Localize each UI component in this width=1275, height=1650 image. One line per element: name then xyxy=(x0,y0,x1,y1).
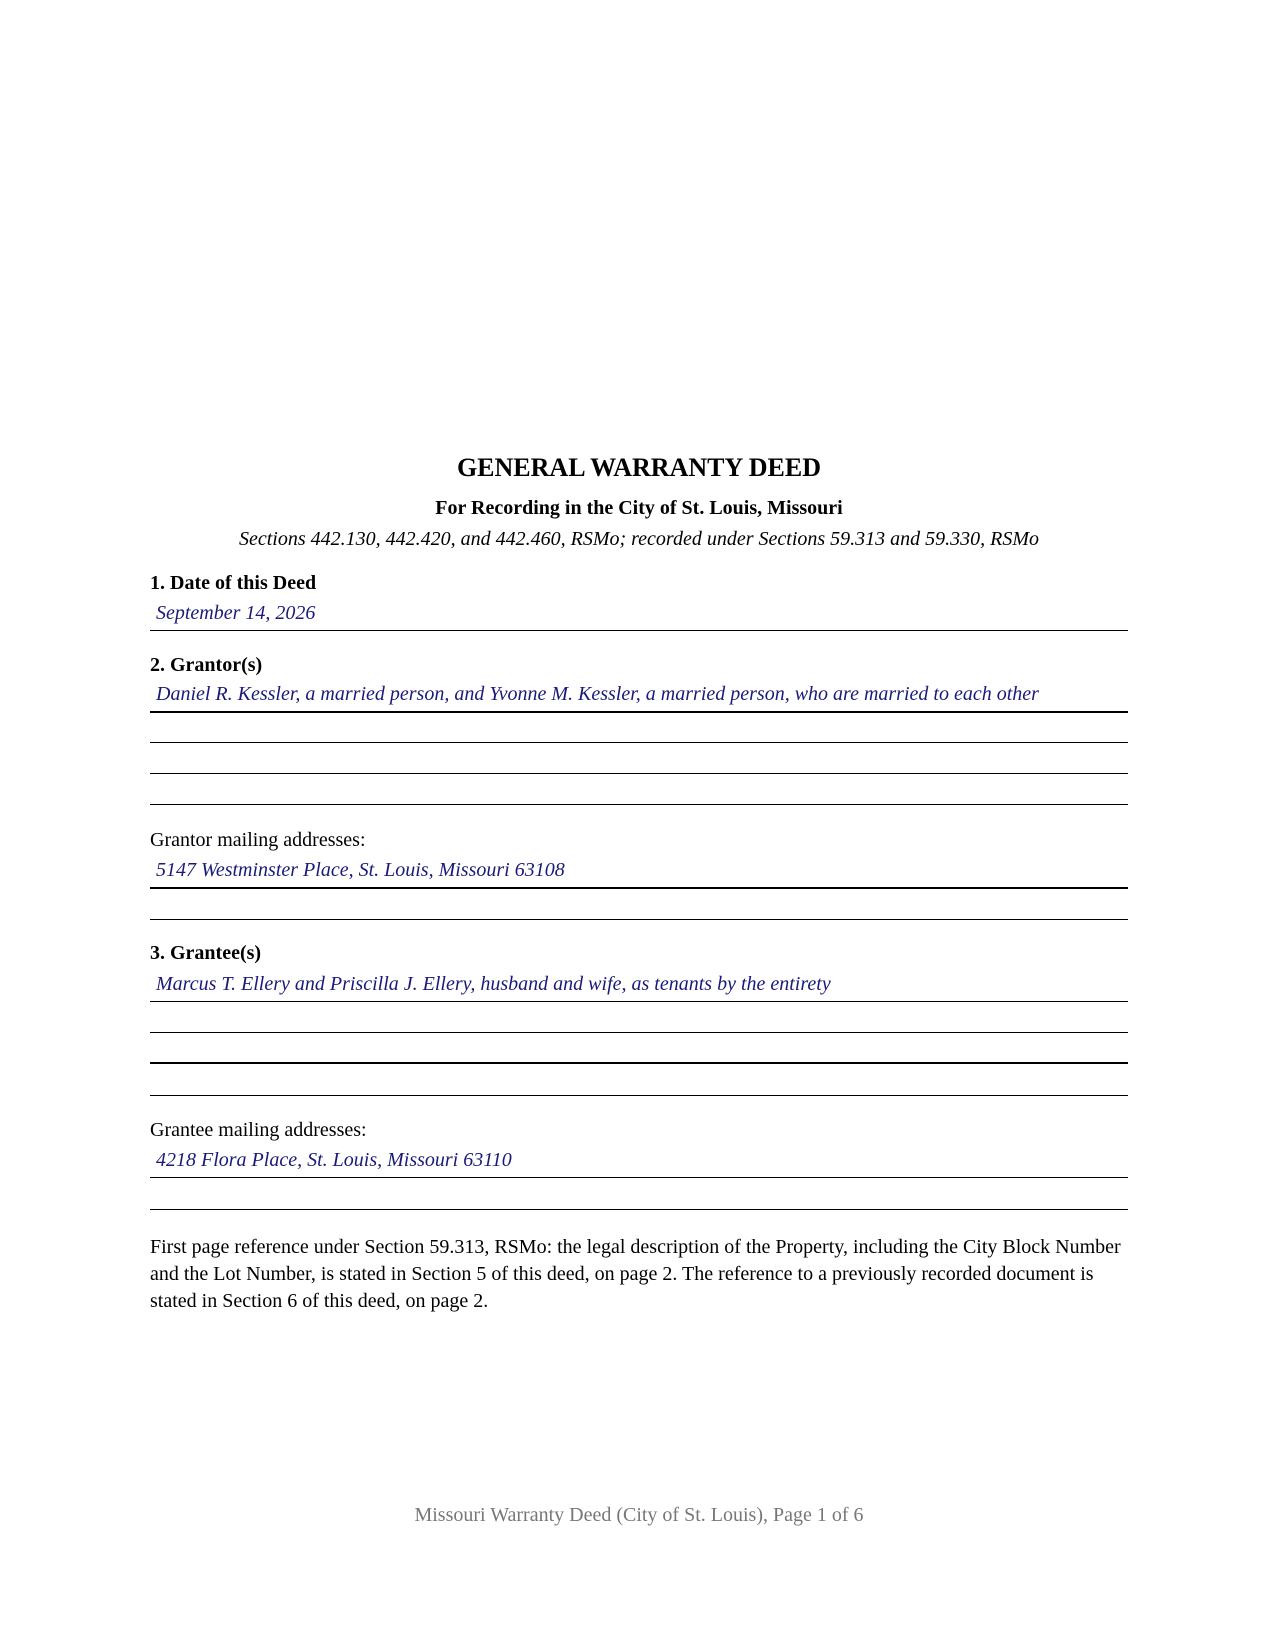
grantor-mailing-value: 5147 Westminster Place, St. Louis, Missouri 63108 xyxy=(156,859,565,881)
grantor-field-line-3[interactable] xyxy=(150,744,1128,774)
grantee-value: Marcus T. Ellery and Priscilla J. Ellery, husband and wife, as tenants by the entirety xyxy=(156,973,831,995)
grantee-field-line-1[interactable] xyxy=(150,972,1128,1002)
grantee-mailing-field-line-2[interactable] xyxy=(150,1180,1128,1210)
grantee-mailing-field-line-1[interactable] xyxy=(150,1148,1128,1178)
grantor-field-line-4[interactable] xyxy=(150,775,1128,805)
grantor-mailing-field-line-2[interactable] xyxy=(150,890,1128,920)
grantor-mailing-field-line-1[interactable] xyxy=(150,859,1128,889)
grantee-field-line-3[interactable] xyxy=(150,1034,1128,1064)
grantor-field-line-1[interactable] xyxy=(150,683,1128,713)
first-page-reference-note: First page reference under Section 59.313, RSMo: the legal description of the Property, including the City Block Number and the Lot Number, is stated in Section 5 of this deed, on page 2. The reference to a previously recorded document is stated in Section 6 of this deed, on page 2. xyxy=(150,1236,1121,1312)
grantee-field-line-2[interactable] xyxy=(150,1003,1128,1033)
grantor-mailing-label: Grantor mailing addresses: xyxy=(150,829,366,851)
document-title: GENERAL WARRANTY DEED xyxy=(456,453,822,482)
date-section-heading: 1. Date of this Deed xyxy=(150,572,317,594)
grantor-section-heading: 2. Grantor(s) xyxy=(150,654,263,676)
date-value: September 14, 2026 xyxy=(156,602,316,624)
statute-reference: Sections 442.130, 442.420, and 442.460, RSMo; recorded under Sections 59.313 and 59.330, RSMo xyxy=(238,528,1040,550)
grantee-field-line-4[interactable] xyxy=(150,1066,1128,1096)
document-subtitle: For Recording in the City of St. Louis, Missouri xyxy=(435,497,843,519)
grantee-mailing-value: 4218 Flora Place, St. Louis, Missouri 63110 xyxy=(156,1149,512,1171)
date-field[interactable] xyxy=(150,601,1128,631)
grantor-field-line-2[interactable] xyxy=(150,713,1128,743)
page-footer: Missouri Warranty Deed (City of St. Louis), Page 1 of 6 xyxy=(414,1504,864,1526)
grantee-section-heading: 3. Grantee(s) xyxy=(150,942,262,964)
deed-page xyxy=(150,0,1128,1650)
grantee-mailing-label: Grantee mailing addresses: xyxy=(150,1119,367,1141)
grantor-value: Daniel R. Kessler, a married person, and Yvonne M. Kessler, a married person, who are married to each other xyxy=(156,683,1039,705)
